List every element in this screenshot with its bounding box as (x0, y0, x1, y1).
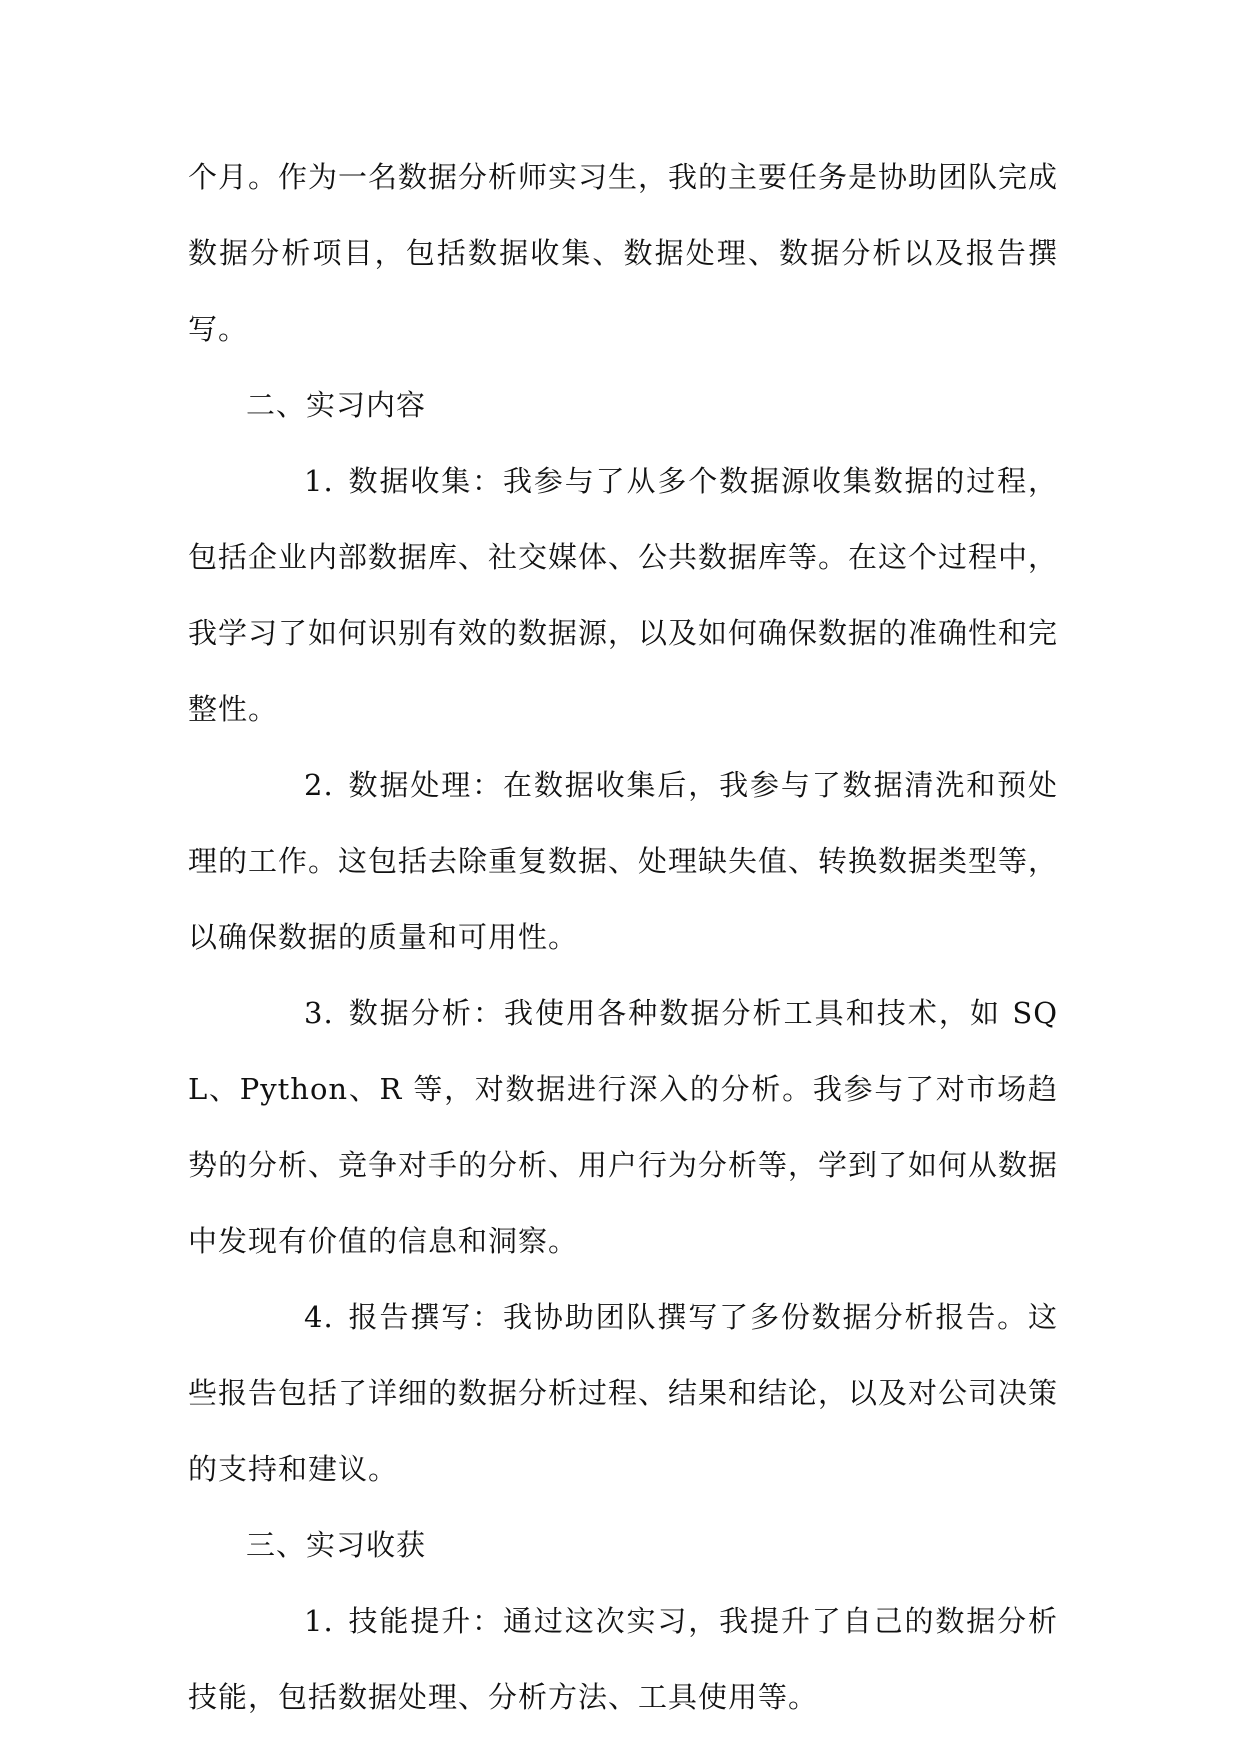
document-body (188, 139, 1058, 1735)
heading-text: 三、实习收获 (246, 1528, 427, 1562)
item-text: 数据收集：我参与了从多个数据源收集数据的过程，包括企业内部数据库、社交媒体、公共数据库等。在这个过程中，我学习了如何识别有效的数据源，以及如何确保数据的准确性和完整性。 (188, 464, 1059, 726)
item-text: 报告撰写：我协助团队撰写了多份数据分析报告。这些报告包括了详细的数据分析过程、结果和结论，以及对公司决策的支持和建议。 (188, 1300, 1059, 1486)
item-text: 数据分析：我使用各种数据分析工具和技术，如 SQL、Python、R 等，对数据进行深入的分析。我参与了对市场趋势的分析、竞争对手的分析、用户行为分析等，学到了如何从数据中发现有价值的信息和洞察。 (188, 996, 1059, 1258)
list-item-data-processing (188, 747, 1058, 975)
list-item-skill-improvement (188, 1583, 1058, 1735)
heading-text: 二、实习内容 (246, 388, 427, 422)
item-text: 数据处理：在数据收集后，我参与了数据清洗和预处理的工作。这包括去除重复数据、处理缺失值、转换数据类型等，以确保数据的质量和可用性。 (188, 768, 1059, 954)
item-number: 1. (304, 464, 334, 498)
item-text: 技能提升：通过这次实习，我提升了自己的数据分析技能，包括数据处理、分析方法、工具使用等。 (188, 1604, 1058, 1714)
list-item-data-collection (188, 443, 1058, 747)
paragraph-text: 个月。作为一名数据分析师实习生，我的主要任务是协助团队完成数据分析项目，包括数据收集、数据处理、数据分析以及报告撰写。 (188, 160, 1059, 346)
section-heading-internship-content (188, 367, 1058, 443)
item-number: 1. (304, 1604, 334, 1638)
item-number: 3. (304, 996, 334, 1030)
paragraph-continuation (188, 139, 1058, 367)
list-item-report-writing (188, 1279, 1058, 1507)
item-number: 2. (304, 768, 334, 802)
list-item-data-analysis (188, 975, 1058, 1279)
item-number: 4. (304, 1300, 334, 1334)
section-heading-internship-gains (188, 1507, 1058, 1583)
